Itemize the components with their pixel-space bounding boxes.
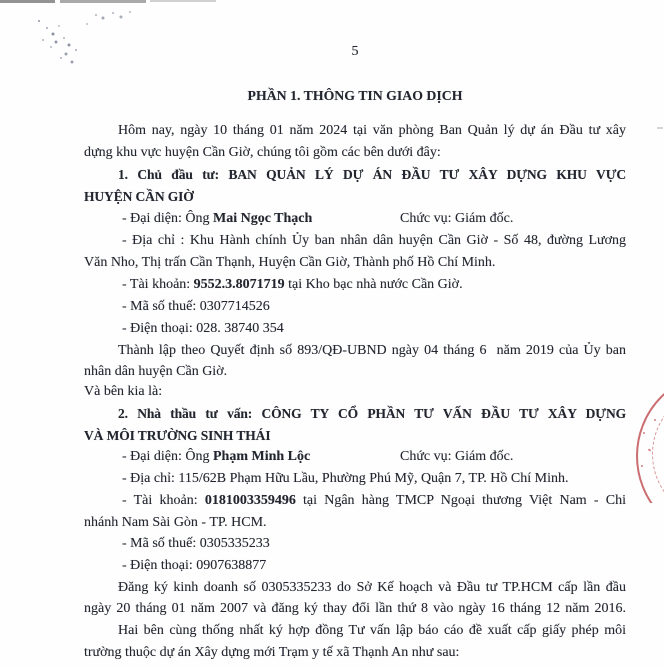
party2-account-line-2: nhánh Nam Sài Gòn - TP. HCM. xyxy=(84,515,267,530)
party2-account-label: - Tài khoản: xyxy=(122,493,205,508)
party2-rep-label: - Đại diện: Ông xyxy=(122,449,213,464)
party1-account-label: - Tài khoản: xyxy=(122,277,194,292)
party2-heading-line-2: VÀ MÔI TRƯỜNG SINH THÁI xyxy=(84,428,271,443)
party1-account-line xyxy=(84,274,626,296)
closing-line-1: Hai bên cùng thống nhất ký hợp đồng Tư vấn lập báo cáo đề xuất cấp giấy phép môi xyxy=(118,623,626,638)
party1-heading-line-1: 1. Chủ đầu tư: BAN QUẢN LÝ DỰ ÁN ĐẦU TƯ XÂY DỰNG KHU VỰC xyxy=(118,167,626,182)
party2-account-number: 0181003359496 xyxy=(204,493,296,508)
intro-paragraph-line-1: Hôm nay, ngày 10 tháng 01 năm 2024 tại văn phòng Ban Quản lý dự án Đầu tư xây xyxy=(118,123,626,138)
scan-edge-line xyxy=(60,0,146,3)
section-title: PHẦN 1. THÔNG TIN GIAO DỊCH xyxy=(247,88,463,103)
party1-account-bank: tại Kho bạc nhà nước Cần Giờ. xyxy=(284,277,463,292)
party1-rep-name: Mai Ngọc Thạch xyxy=(212,211,313,226)
party2-representative-line xyxy=(84,446,626,468)
party2-account-line-1 xyxy=(84,490,626,512)
registration-line-2: ngày 20 tháng 01 năm 2007 và đăng ký thay đổi lần thứ 8 vào ngày 16 tháng 12 năm 2016. xyxy=(84,601,626,616)
party2-address-line: - Địa chỉ: 115/62B Phạm Hữu Lầu, Phường Phú Mỹ, Quận 7, TP. Hồ Chí Minh. xyxy=(122,471,569,486)
party1-representative-line xyxy=(84,208,626,230)
party1-position: Chức vụ: Giám đốc. xyxy=(400,211,514,226)
establishment-line-1: Thành lập theo Quyết định số 893/QĐ-UBND ngày 04 tháng 6 năm 2019 của Ủy ban xyxy=(118,343,626,358)
other-party-intro: Và bên kia là: xyxy=(84,384,163,399)
closing-line-2: trường thuộc dự án Xây dựng mới Trạm y tế xã Thạnh An như sau: xyxy=(84,645,460,660)
party2-tax-code-line: - Mã số thuế: 0305335233 xyxy=(122,536,270,551)
party1-phone-line: - Điện thoại: 028. 38740 354 xyxy=(122,321,284,336)
party1-address-line-2: Văn Nho, Thị trấn Cần Thạnh, Huyện Cần Giờ, Thành phố Hồ Chí Minh. xyxy=(84,255,496,270)
party1-account-number: 9552.3.8071719 xyxy=(193,277,285,292)
party2-account-bank: tại Ngân hàng TMCP Ngoại thương Việt Nam - Chi xyxy=(295,493,627,508)
party1-heading-line-2: HUYỆN CẦN GIỜ xyxy=(84,189,194,204)
party1-address-line-1: - Địa chỉ : Khu Hành chính Ủy ban nhân dân huyện Cần Giờ - Số 48, đường Lương xyxy=(122,233,626,248)
scan-speckles xyxy=(38,20,40,22)
registration-line-1: Đăng ký kinh doanh số 0305335233 do Sở Kế hoạch và Đầu tư TP.HCM cấp lần đầu xyxy=(118,580,626,595)
establishment-line-2: nhân dân huyện Cần Giờ. xyxy=(84,364,228,379)
party2-heading-line-1: 2. Nhà thầu tư vấn: CÔNG TY CỔ PHẦN TƯ VẤN ĐẦU TƯ XÂY DỰNG xyxy=(118,406,626,421)
party2-position: Chức vụ: Giám đốc. xyxy=(400,449,514,464)
party2-rep-name: Phạm Minh Lộc xyxy=(212,449,311,464)
party1-rep-label: - Đại diện: Ông xyxy=(122,211,213,226)
scan-edge-line xyxy=(150,0,216,2)
intro-paragraph-line-2: dựng khu vực huyện Cần Giờ, chúng tôi gồm các bên dưới đây: xyxy=(84,145,441,160)
party2-phone-line: - Điện thoại: 0907638877 xyxy=(122,558,267,573)
scan-edge-tick xyxy=(657,127,663,129)
page-number: 5 xyxy=(351,44,359,59)
party1-tax-code-line: - Mã số thuế: 0307714526 xyxy=(122,299,270,314)
red-round-stamp-edge xyxy=(630,385,664,503)
scan-edge-line xyxy=(0,0,55,3)
